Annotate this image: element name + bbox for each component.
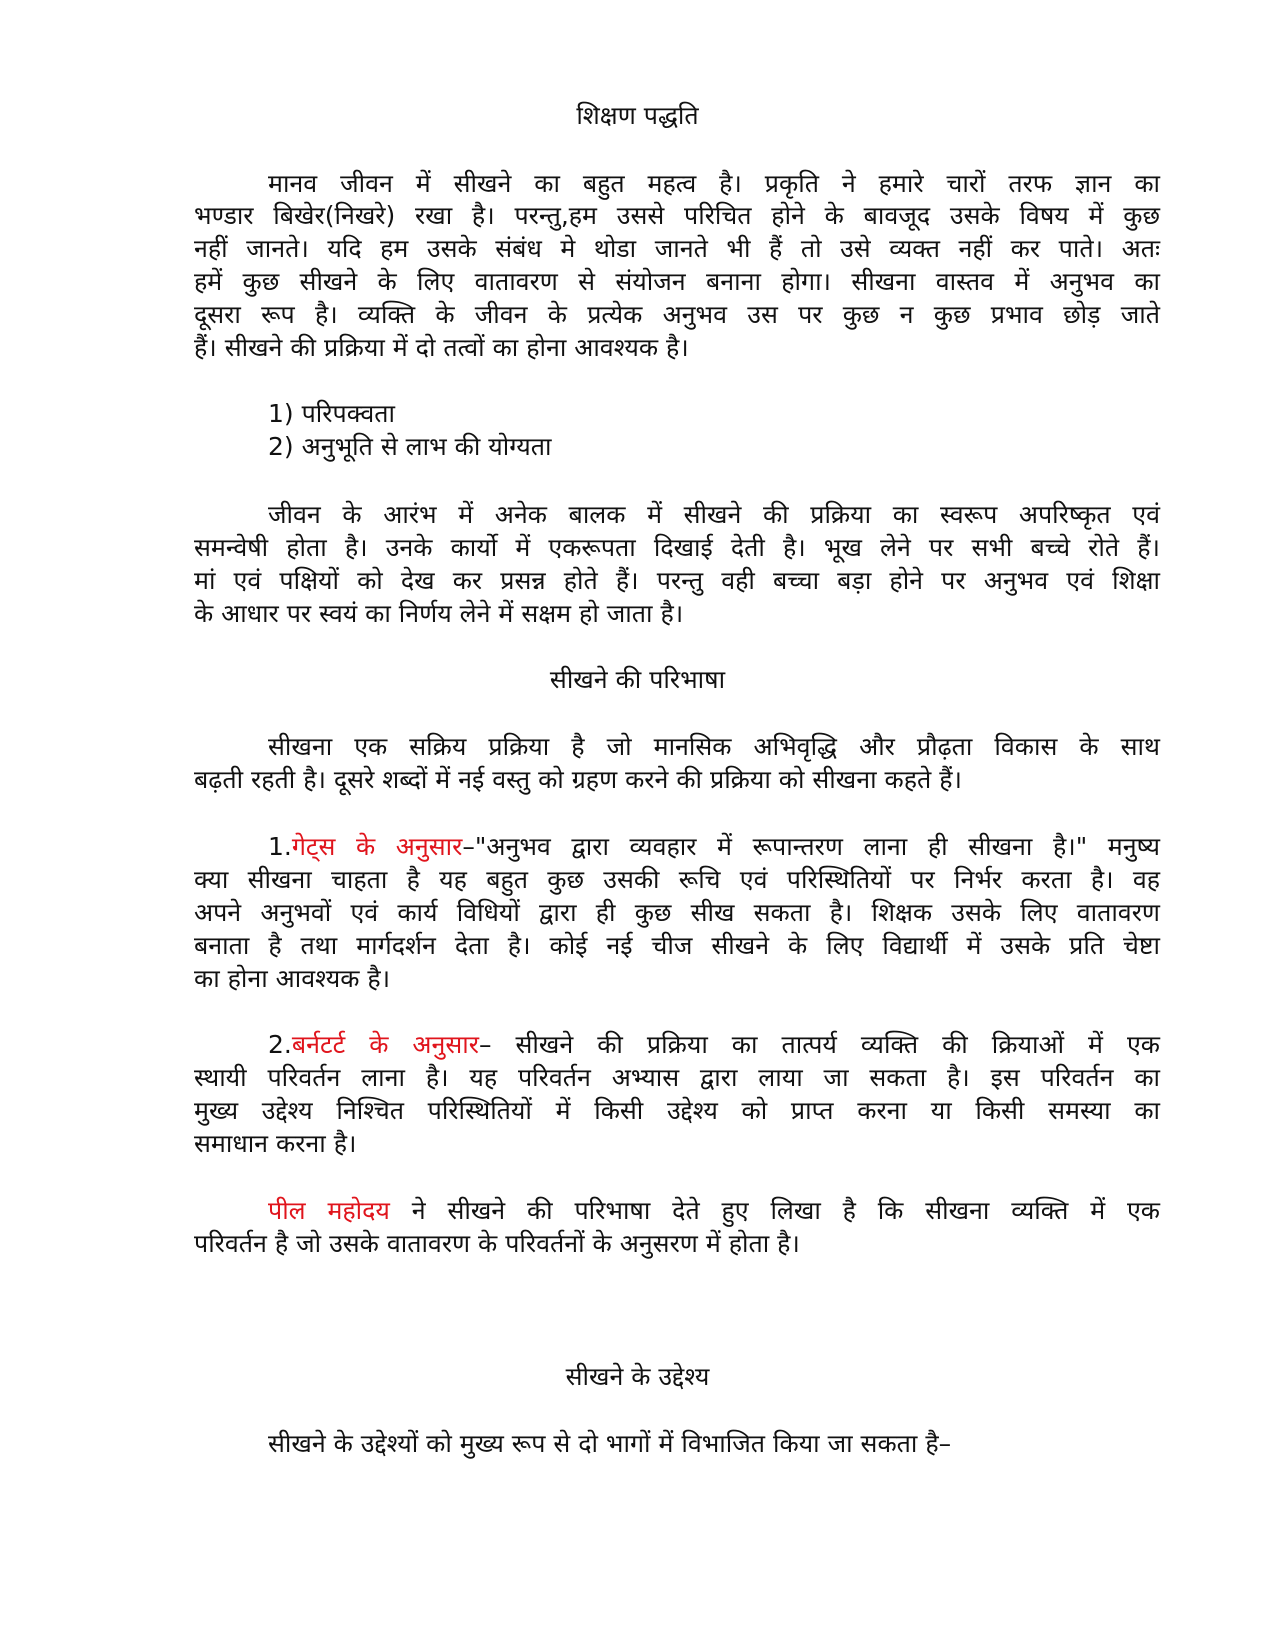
paragraph-line: सीखने के उद्देश्यों को मुख्य रूप से दो भागों में विभाजित किया जा सकता है– bbox=[268, 1429, 952, 1458]
paragraph-line: बढ़ती रहती है। दूसरे शब्दों में नई वस्तु को ग्रहण करने की प्रक्रिया को सीखना कहते हैं। bbox=[194, 765, 962, 794]
definition-line: का होना आवश्यक है। bbox=[194, 964, 391, 993]
paragraph-line: जीवन के आरंभ में अनेक बालक में सीखने की प्रक्रिया का स्वरूप अपरिष्कृत एवं bbox=[268, 500, 1160, 529]
section-heading: सीखने की परिभाषा bbox=[549, 665, 726, 694]
definition-line: समाधान करना है। bbox=[194, 1129, 357, 1158]
section-heading: सीखने के उद्देश्य bbox=[565, 1362, 710, 1391]
intro-line: मानव जीवन में सीखने का बहुत महत्व है। प्रकृति ने हमारे चारों तरफ ज्ञान का bbox=[268, 169, 1160, 198]
page-title: शिक्षण पद्धति bbox=[576, 101, 699, 130]
definition-line: अपने अनुभवों एवं कार्य विधियों द्वारा ही कुछ सीख सकता है। शिक्षक उसके लिए वातावरण bbox=[194, 898, 1160, 927]
intro-line: हैं। सीखने की प्रक्रिया में दो तत्वों का होना आवश्यक है। bbox=[194, 333, 689, 362]
paragraph-line: सीखना एक सक्रिय प्रक्रिया है जो मानसिक अभिवृद्धि और प्रौढ़ता विकास के साथ bbox=[268, 732, 1160, 761]
definition-text: – सीखने की प्रक्रिया का तात्पर्य व्यक्ति की क्रियाओं में एक bbox=[479, 1030, 1160, 1059]
definition-number: 2. bbox=[268, 1030, 292, 1059]
list-item: 2) अनुभूति से लाभ की योग्यता bbox=[268, 432, 552, 461]
list-item: 1) परिपक्वता bbox=[268, 399, 395, 428]
definition-text: ने सीखने की परिभाषा देते हुए लिखा है कि सीखना व्यक्ति में एक bbox=[389, 1196, 1160, 1225]
definition-line: मुख्य उद्देश्य निश्चित परिस्थितियों में किसी उद्देश्य को प्राप्त करना या किसी समस्या का bbox=[194, 1096, 1160, 1125]
paragraph-line: मां एवं पक्षियों को देख कर प्रसन्न होते हैं। परन्तु वही बच्चा बड़ा होने पर अनुभव एवं शिक्षा bbox=[194, 566, 1160, 595]
definition-source: बर्नटर्ट के अनुसार bbox=[291, 1030, 480, 1059]
intro-line: हमें कुछ सीखने के लिए वातावरण से संयोजन बनाना होगा। सीखना वास्तव में अनुभव का bbox=[194, 267, 1160, 296]
intro-line: नहीं जानते। यदि हम उसके संबंध मे थोडा जानते भी हैं तो उसे व्यक्त नहीं कर पाते। अतः bbox=[194, 234, 1160, 263]
definition-source: पील महोदय bbox=[268, 1196, 390, 1225]
definition-line bbox=[268, 831, 1160, 863]
definition-number: 1. bbox=[268, 832, 292, 861]
intro-line: दूसरा रूप है। व्यक्ति के जीवन के प्रत्येक अनुभव उस पर कुछ न कुछ प्रभाव छोड़ जाते bbox=[194, 300, 1160, 329]
definition-line: परिवर्तन है जो उसके वातावरण के परिवर्तनों के अनुसरण में होता है। bbox=[194, 1229, 800, 1258]
definition-line: स्थायी परिवर्तन लाना है। यह परिवर्तन अभ्यास द्वारा लाया जा सकता है। इस परिवर्तन का bbox=[194, 1063, 1160, 1092]
paragraph-line: के आधार पर स्वयं का निर्णय लेने में सक्षम हो जाता है। bbox=[194, 599, 684, 628]
intro-line: भण्डार बिखेर(निखरे) रखा है। परन्तु,हम उससे परिचित होने के बावजूद उसके विषय में कुछ bbox=[194, 201, 1160, 230]
definition-line: बनाता है तथा मार्गदर्शन देता है। कोई नई चीज सीखने के लिए विद्यार्थी में उसके प्रति चेष्टा bbox=[194, 931, 1160, 960]
definition-line bbox=[268, 1029, 1160, 1061]
definition-source: गेट्स के अनुसार bbox=[291, 832, 463, 861]
definition-line: क्या सीखना चाहता है यह बहुत कुछ उसकी रूचि एवं परिस्थितियों पर निर्भर करता है। वह bbox=[194, 865, 1160, 894]
paragraph-line: समन्वेषी होता है। उनके कार्यो में एकरूपता दिखाई देती है। भूख लेने पर सभी बच्चे रोते हैं। bbox=[194, 533, 1160, 562]
definition-line bbox=[268, 1195, 1160, 1227]
definition-text: –"अनुभव द्वारा व्यवहार में रूपान्तरण लाना ही सीखना है।" मनुष्य bbox=[462, 832, 1160, 861]
